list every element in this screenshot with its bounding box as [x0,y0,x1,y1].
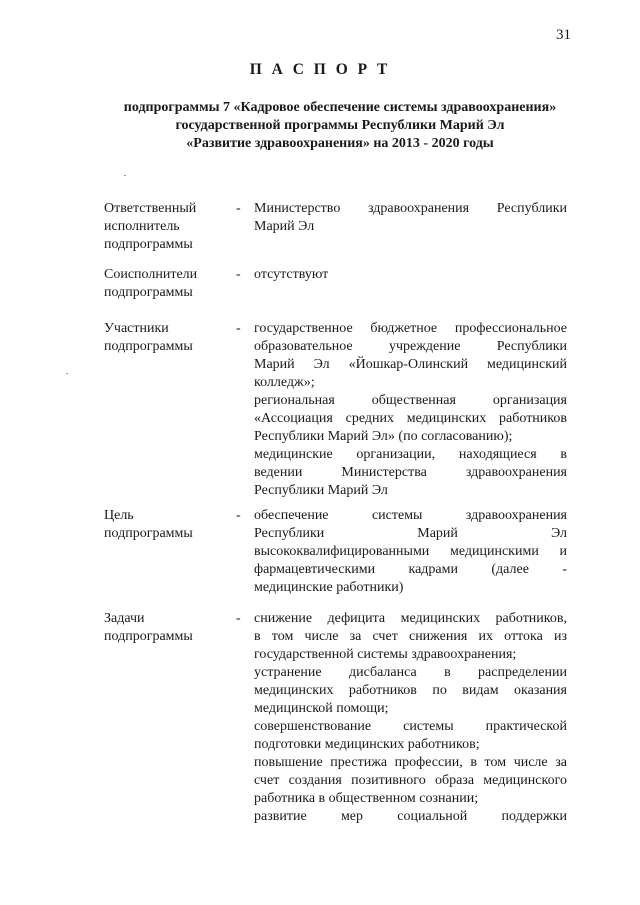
row-value-line: государственное бюджетное профессиональное [254,321,567,336]
row-value-line: Министерство здравоохранения Республики [254,201,567,216]
row-value-line: высококвалифицированными медицинскими и [254,544,567,559]
row-label-line: подпрограммы [104,526,193,541]
page-number: 31 [556,27,571,43]
row-value [254,507,567,597]
row-label [104,320,229,356]
document-subtitle [100,99,580,153]
row-value [254,320,567,500]
row-label-line: Участники [104,321,169,336]
row-value-line: образовательное учреждение Республики [254,339,567,354]
row-label-line: Задачи [104,611,145,626]
row-value-line: работника в общественном сознании; [254,791,479,806]
row-label-line: Цель [104,508,134,523]
row-value-line: обеспечение системы здравоохранения [254,508,567,523]
row-value-line: подготовки медицинских работников; [254,737,480,752]
subtitle-line: государственной программы Республики Марий Эл [175,118,505,133]
row-value-line: медицинские работники) [254,580,404,595]
row-value-line: Республики Марий Эл [254,526,567,541]
scan-speck [124,175,126,176]
subtitle-line: «Развитие здравоохранения» на 2013 - 2020 годы [186,136,494,151]
row-value-line: Марий Эл «Йошкар-Олинский медицинский [254,357,567,372]
row-value-line: счет создания позитивного образа медицинского [254,773,567,788]
subtitle-line: подпрограммы 7 «Кадровое обеспечение системы здравоохранения» [123,100,557,115]
row-value-line: медицинские организации, находящиеся в [254,447,567,462]
row-label-line: подпрограммы [104,237,193,252]
row-value-line: медицинской помощи; [254,701,389,716]
row-label-line: подпрограммы [104,629,193,644]
row-value-line: устранение дисбаланса в распределении [254,665,567,680]
row-value-line: «Ассоциация средних медицинских работников [254,411,567,426]
row-label [104,507,229,543]
row-value-line: медицинских работников по видам оказания [254,683,567,698]
row-value [254,610,567,826]
row-value-line: ведении Министерства здравоохранения [254,465,567,480]
row-value-line: фармацевтическими кадрами (далее - [254,562,567,577]
row-value-line: повышение престижа профессии, в том числе за [254,755,567,770]
row-value [254,200,567,236]
row-value-line: колледж»; [254,375,315,390]
row-value-line: Марий Эл [254,219,315,234]
row-value [254,266,567,284]
row-dash: - [236,611,241,626]
row-label-line: подпрограммы [104,339,193,354]
row-label-line: подпрограммы [104,285,193,300]
row-dash: - [236,267,241,282]
row-value-line: развитие мер социальной поддержки [254,809,567,824]
row-value-line: Республики Марий Эл» (по согласованию); [254,429,513,444]
row-label [104,266,229,302]
row-value-line: в том числе за счет снижения их оттока из [254,629,567,644]
row-value-line: Республики Марий Эл [254,483,388,498]
row-label-line: Ответственный [104,201,197,216]
row-label [104,200,229,254]
row-dash: - [236,508,241,523]
row-value-line: государственной системы здравоохранения; [254,647,517,662]
row-label-line: Соисполнители [104,267,198,282]
row-value-line: региональная общественная организация [254,393,567,408]
row-dash: - [236,321,241,336]
row-label [104,610,229,646]
row-dash: - [236,201,241,216]
row-value-line: отсутствуют [254,267,329,282]
row-value-line: снижение дефицита медицинских работников, [254,611,567,626]
scan-speck [66,373,68,374]
row-value-line: совершенствование системы практической [254,719,567,734]
document-title: П А С П О Р Т [249,61,391,78]
row-label-line: исполнитель [104,219,180,234]
